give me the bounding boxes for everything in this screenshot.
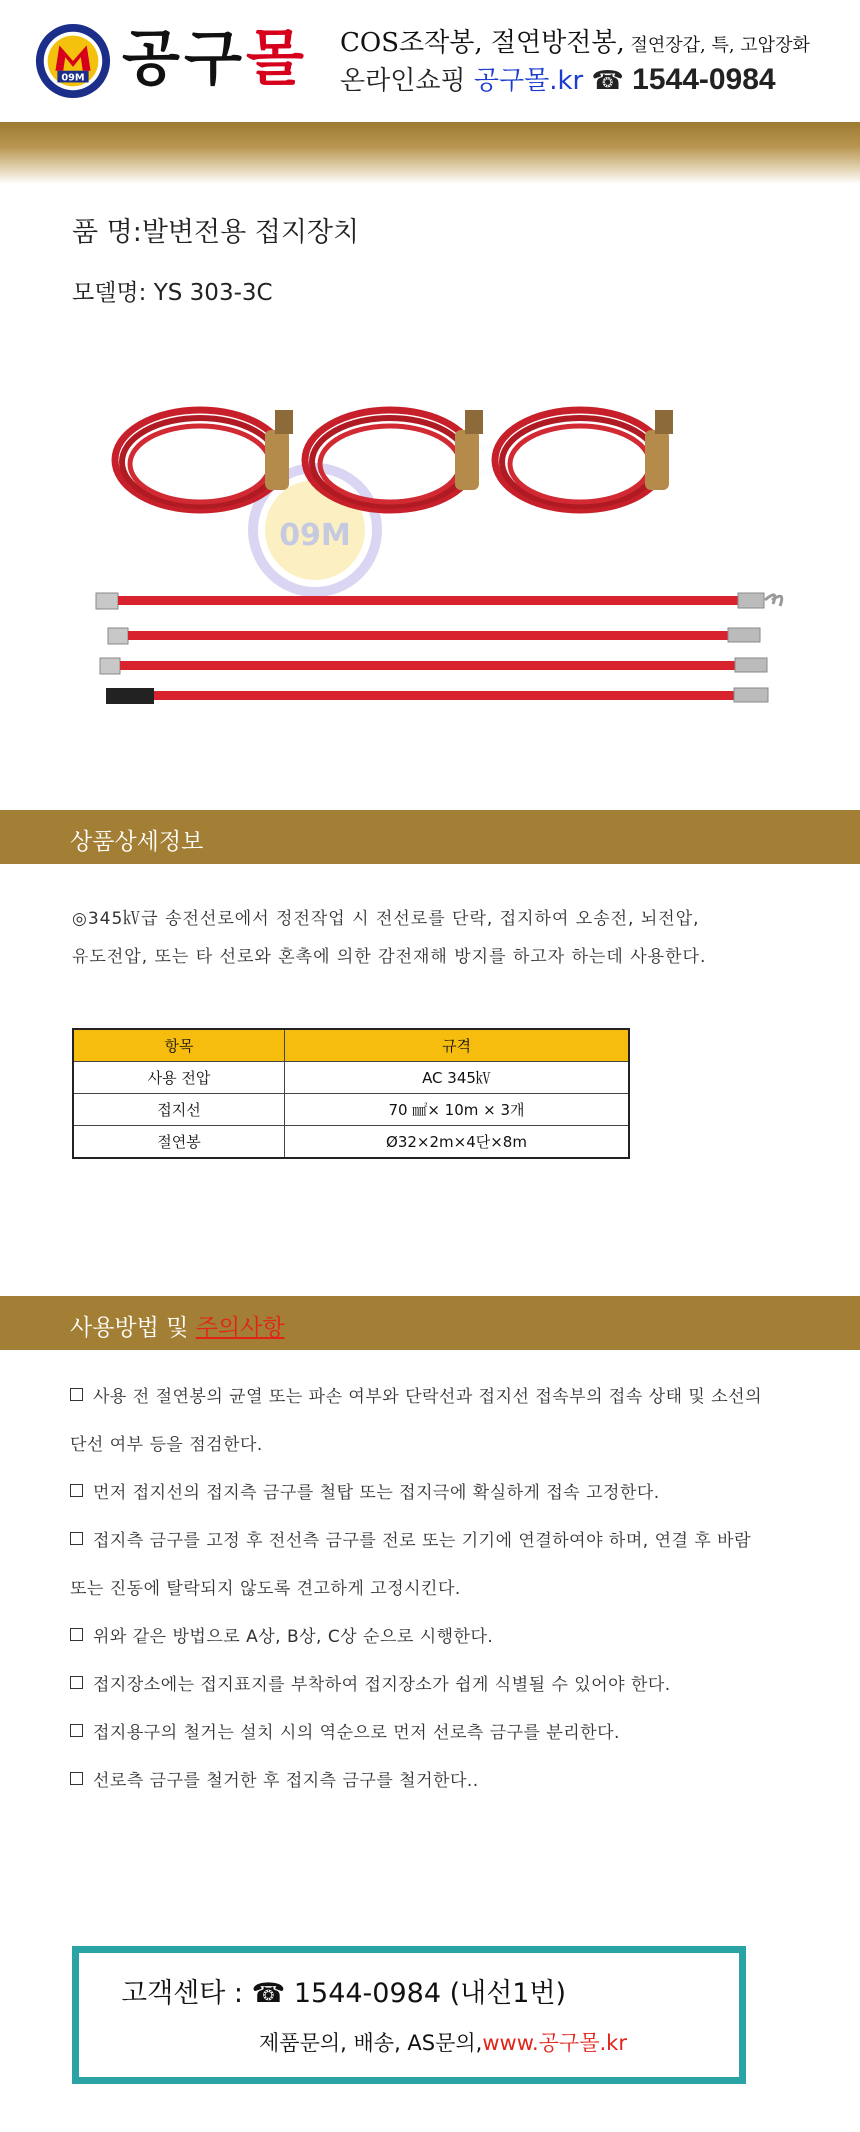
spec-table — [72, 1028, 630, 1159]
site-header — [0, 0, 860, 120]
checkbox-icon — [70, 1676, 83, 1689]
customer-center-phone[interactable]: 1544-0984 (내선1번) — [293, 1978, 567, 2009]
brand-char-2: 구 — [183, 24, 246, 94]
detail-section-title: 상품상세정보 — [70, 829, 204, 855]
spec-cell-label: 접지선 — [73, 1094, 285, 1126]
usage-item-5: 접지장소에는 접지표지를 부착하여 접지장소가 쉽게 식별될 수 있어야 한다. — [70, 1670, 671, 1695]
header-contact — [340, 60, 776, 97]
checkbox-icon — [70, 1532, 83, 1545]
grounding-cable-3 — [495, 410, 673, 510]
customer-center-services-line — [259, 2027, 627, 2057]
usage-item-4: 위와 같은 방법으로 A상, B상, C상 순으로 시행한다. — [70, 1622, 493, 1647]
usage-item-3: 접지측 금구를 고정 후 전선측 금구를 전로 또는 기기에 연결하여야 하며, 연결 후 바람 — [70, 1526, 751, 1551]
spec-table-header — [73, 1029, 629, 1062]
spec-cell-value: AC 345㎸ — [285, 1062, 630, 1094]
usage-title-main: 사용방법 및 — [70, 1315, 196, 1341]
insulating-rod-3 — [100, 658, 767, 674]
shop-label: 온라인쇼핑 — [340, 66, 466, 96]
grounding-cable-1 — [115, 410, 293, 510]
customer-center-label: 고객센타 : — [121, 1978, 244, 2009]
table-row — [73, 1126, 629, 1159]
usage-item-3-cont: 또는 진동에 탈락되지 않도록 견고하게 고정시킨다. — [70, 1579, 461, 1599]
spec-cell-label: 절연봉 — [73, 1126, 285, 1159]
brand-name[interactable] — [122, 14, 308, 104]
customer-center-phone-line — [121, 1971, 566, 2010]
company-logo[interactable] — [34, 22, 112, 100]
insulating-rod-4 — [106, 688, 768, 704]
usage-item-2: 먼저 접지선의 접지측 금구를 철탑 또는 접지극에 확실하게 접속 고정한다. — [70, 1478, 660, 1503]
detail-desc-line-1: ◎345㎸급 송전선로에서 정전작업 시 전선로를 단락, 접지하여 오송전, 뇌전압, — [72, 909, 700, 929]
usage-title-warning: 주의사항 — [195, 1315, 285, 1341]
table-row — [73, 1062, 629, 1094]
header-tagline — [340, 22, 810, 59]
tagline-small: 절연장갑, 특, 고압장화 — [624, 35, 810, 56]
usage-item-1-cont: 단선 여부 등을 점검한다. — [70, 1435, 263, 1455]
checkbox-icon — [70, 1484, 83, 1497]
checkbox-icon — [70, 1772, 83, 1785]
svg-text:09M: 09M — [61, 72, 85, 84]
customer-center-services: 제품문의, 배송, AS문의, — [259, 2031, 483, 2055]
spec-cell-label: 사용 전압 — [73, 1062, 285, 1094]
detail-desc-line-2: 유도전압, 또는 타 선로와 혼촉에 의한 감전재해 방지를 하고자 하는데 사용한다. — [72, 947, 707, 967]
customer-center-box — [72, 1946, 746, 2084]
checkbox-icon — [70, 1388, 83, 1401]
product-model: 모델명: YS 303-3C — [72, 280, 273, 306]
svg-text:09M: 09M — [279, 518, 351, 553]
product-image — [60, 390, 820, 740]
spec-header-spec: 규격 — [285, 1029, 630, 1062]
checkbox-icon — [70, 1724, 83, 1737]
insulating-rod-1 — [96, 593, 782, 609]
phone-icon: ☎ — [251, 1978, 286, 2009]
usage-item-6: 접지용구의 철거는 설치 시의 역순으로 먼저 선로측 금구를 분리한다. — [70, 1718, 620, 1743]
table-row — [73, 1094, 629, 1126]
insulating-rod-2 — [108, 628, 760, 644]
spec-cell-value: 70 ㎟× 10m × 3개 — [285, 1094, 630, 1126]
spec-header-item: 항목 — [73, 1029, 285, 1062]
brand-char-1: 공 — [122, 24, 184, 94]
phone-icon: ☎ — [591, 66, 624, 96]
header-gold-band — [0, 122, 860, 184]
customer-center-site-link[interactable]: www.공구몰.kr — [482, 2031, 627, 2055]
header-phone: 1544-0984 — [632, 63, 776, 96]
grounding-cable-2 — [305, 410, 483, 510]
usage-section-title — [70, 1309, 285, 1342]
usage-item-1: 사용 전 절연봉의 균열 또는 파손 여부와 단락선과 접지선 접속부의 접속 상태 및 소선의 — [70, 1382, 762, 1407]
tagline-main: COS조작봉, 절연방전봉, — [340, 28, 625, 58]
product-name: 품 명:발변전용 접지장치 — [72, 217, 360, 248]
checkbox-icon — [70, 1628, 83, 1641]
spec-cell-value: Ø32×2m×4단×8m — [285, 1126, 630, 1159]
brand-char-3: 몰 — [245, 24, 308, 94]
site-link[interactable]: 공구몰.kr — [473, 66, 584, 96]
usage-item-7: 선로측 금구를 철거한 후 접지측 금구를 철거한다.. — [70, 1766, 479, 1791]
